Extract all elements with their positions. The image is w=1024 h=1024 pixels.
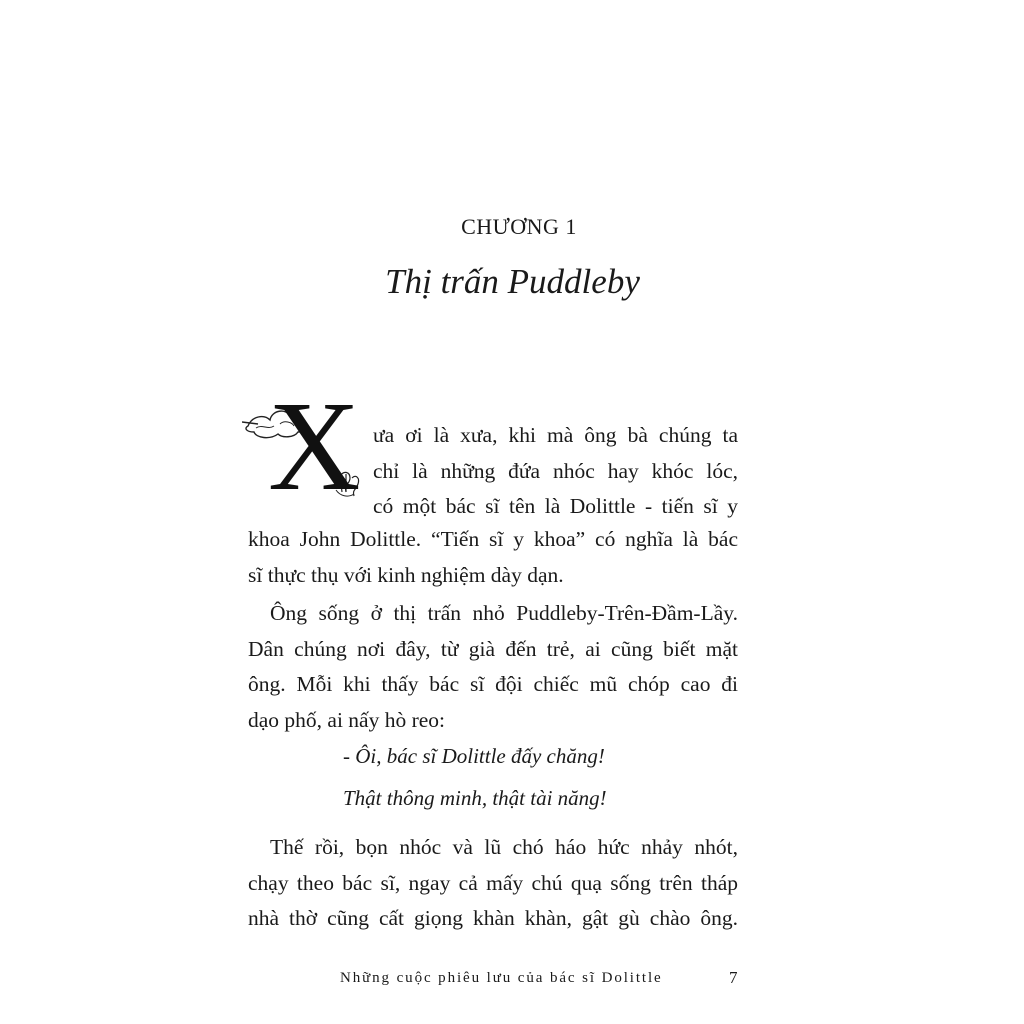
text-line: nhà thờ cũng cất giọng khàn khàn, gật gù chào ông. (248, 906, 738, 930)
drop-cap-lines (373, 418, 738, 525)
page-number: 7 (729, 968, 738, 987)
drop-cap-letter: X (268, 375, 361, 517)
text-line: Ông sống ở thị trấn nhỏ Puddleby-Trên-Đầm-Lầy. (270, 601, 738, 625)
text-line: Dân chúng nơi đây, từ già đến trẻ, ai cũng biết mặt (248, 636, 738, 661)
paragraph-1-continued (248, 522, 738, 593)
text-line: ưa ơi là xưa, khi mà ông bà chúng ta (373, 423, 738, 447)
text-line: dạo phố, ai nấy hò reo: (248, 707, 446, 732)
drop-cap (242, 375, 364, 517)
chapter-label: CHƯƠNG 1 (461, 214, 577, 239)
chapter-title: Thị trấn Puddleby (385, 262, 640, 301)
paragraph-2 (248, 596, 738, 738)
text-line: khoa John Dolittle. “Tiến sĩ y khoa” có nghĩa là bác (248, 527, 738, 551)
text-line: chỉ là những đứa nhóc hay khóc lóc, (373, 458, 738, 483)
paragraph-3 (248, 830, 738, 937)
text-line: ông. Mỗi khi thấy bác sĩ đội chiếc mũ chóp cao đi (248, 672, 738, 696)
verse-line: - Ôi, bác sĩ Dolittle đấy chăng! (343, 744, 605, 768)
text-line: chạy theo bác sĩ, ngay cả mấy chú quạ sống trên tháp (248, 870, 738, 895)
verse-line: Thật thông minh, thật tài năng! (343, 786, 607, 810)
text-line: có một bác sĩ tên là Dolittle - tiến sĩ y (373, 494, 738, 518)
running-footer: Những cuộc phiêu lưu của bác sĩ Dolittle (340, 970, 663, 986)
text-line: sĩ thực thụ với kinh nghiệm dày dạn. (248, 562, 564, 587)
text-line: Thế rồi, bọn nhóc và lũ chó háo hức nhảy nhót, (270, 835, 738, 859)
